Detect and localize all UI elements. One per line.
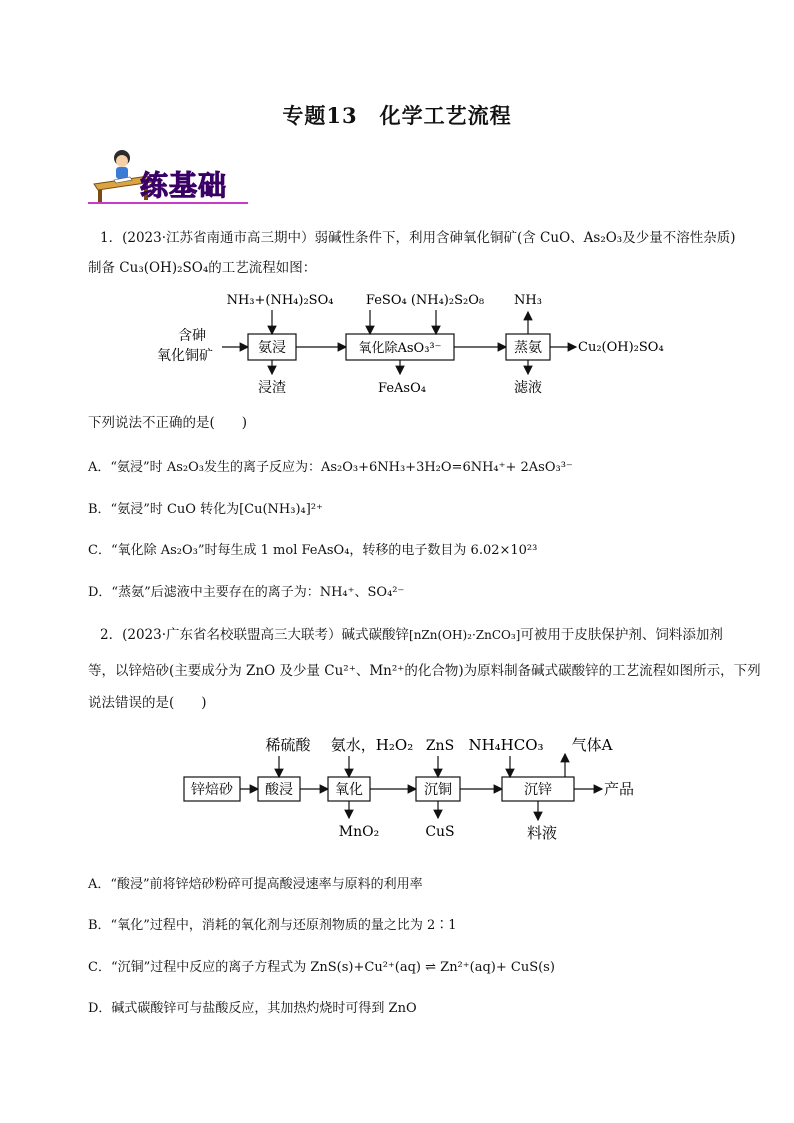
q2-box-0-label: 锌焙砂 (191, 782, 233, 798)
page-title: 专题13 化学工艺流程 (282, 103, 512, 128)
q1-product: Cu₂(OH)₂SO₄ (578, 340, 664, 355)
q1-option-b: B．“氨浸”时 CuO 转化为[Cu(NH₃)₄]²⁺ (88, 502, 323, 517)
q1-reagent-2: FeSO₄ (NH₄)₂S₂O₈ (365, 293, 485, 308)
q1-box-3-label: 蒸氨 (514, 340, 542, 356)
q2-reagent-4: NH₄HCO₃ (468, 736, 544, 754)
q2-product: 产品 (604, 780, 635, 798)
q1-input-label-2: 氧化铜矿 (157, 348, 213, 364)
q1-question: 下列说法不正确的是( ) (88, 415, 248, 431)
q1-stem-line2: 制备 Cu₃(OH)₂SO₄的工艺流程如图： (88, 260, 317, 276)
badge-underline (88, 202, 248, 204)
q2-flow-diagram (180, 730, 650, 850)
q1-out-2: FeAsO₄ (378, 381, 426, 396)
q2-gas-out: 气体A (571, 736, 613, 754)
q2-out-2: MnO₂ (338, 824, 380, 840)
q2-option-c: C．“沉铜”过程中反应的离子方程式为 ZnS(s)+Cu²⁺(aq) ⇌ Zn²⁺(aq)+ CuS(s) (88, 960, 555, 975)
q2-box-3-label: 沉铜 (424, 782, 452, 798)
q2-box-2-label: 氧化 (335, 782, 363, 798)
q2-reagent-1: 稀硫酸 (265, 736, 311, 754)
q2-stem-formula: [nZn(OH)₂·ZnCO₃] (409, 628, 521, 642)
q1-box-2-label: 氧化除AsO₃³⁻ (358, 341, 442, 356)
q2-stem-line1 (100, 625, 723, 645)
q2-stem-line3: 说法错误的是( ) (88, 695, 207, 711)
q2-out-3: CuS (425, 824, 455, 840)
q2-reagent-3: ZnS (425, 738, 455, 754)
q1-reagent-1: NH₃+(NH₄)₂SO₄ (226, 293, 334, 308)
q2-stem-line1-b: 可被用于皮肤保护剂、饲料添加剂 (520, 627, 723, 643)
q1-gas-out: NH₃ (514, 293, 542, 308)
q2-stem-line2: 等，以锌焙砂(主要成分为 ZnO 及少量 Cu²⁺、Mn²⁺的化合物)为原料制备碱式碳酸锌的工艺流程如图所示，下列 (88, 663, 761, 679)
q1-stem-line1: 1．(2023·江苏省南通市高三期中）弱碱性条件下，利用含砷氧化铜矿(含 CuO、As₂O₃及少量不溶性杂质) (100, 230, 736, 246)
q1-box-1-label: 氨浸 (258, 340, 286, 356)
q2-reagent-2: 氨水，H₂O₂ (330, 736, 414, 754)
q1-out-3: 滤液 (514, 380, 542, 396)
q2-box-1-label: 酸浸 (265, 782, 293, 798)
q2-option-d: D．碱式碳酸锌可与盐酸反应，其加热灼烧时可得到 ZnO (88, 1001, 417, 1016)
q2-box-4-label: 沉锌 (524, 782, 552, 798)
q1-option-c: C．“氧化除 As₂O₃”时每生成 1 mol FeAsO₄，转移的电子数目为 6.02×10²³ (88, 543, 538, 558)
q1-input-label-1: 含砷 (178, 328, 206, 344)
q1-flow-diagram (140, 282, 700, 402)
q2-out-4: 料液 (526, 824, 558, 842)
q1-option-a: A．“氨浸”时 As₂O₃发生的离子反应为：As₂O₃+6NH₃+3H₂O=6NH₄⁺+ 2AsO₃³⁻ (88, 460, 573, 475)
q1-option-d: D．“蒸氨”后滤液中主要存在的离子为：NH₄⁺、SO₄²⁻ (88, 585, 405, 600)
q2-option-a: A．“酸浸”前将锌焙砂粉碎可提高酸浸速率与原料的利用率 (88, 877, 423, 892)
section-badge: 练基础 (140, 169, 228, 202)
q1-out-1: 浸渣 (258, 380, 286, 396)
q2-option-b: B．“氧化”过程中，消耗的氧化剂与还原剂物质的量之比为 2∶1 (88, 918, 457, 933)
q2-stem-line1-a: 2．(2023·广东省名校联盟高三大联考）碱式碳酸锌 (100, 627, 410, 643)
